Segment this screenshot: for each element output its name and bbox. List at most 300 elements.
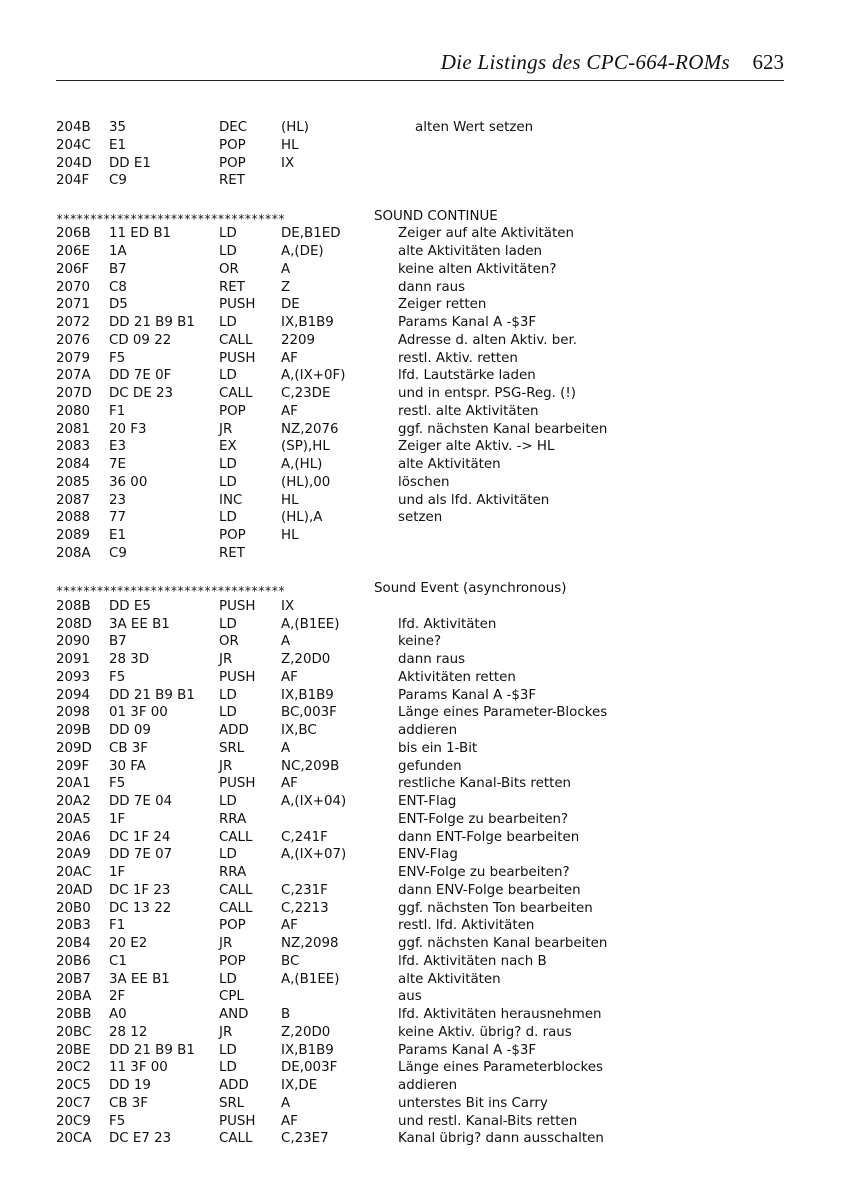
mnemonic-cell: SRL <box>219 1095 245 1111</box>
address-cell: 2084 <box>56 457 91 472</box>
listing-row <box>56 404 776 422</box>
listing-row <box>56 422 776 440</box>
comment-cell: ENT-Folge zu bearbeiten? <box>398 811 569 827</box>
comment-cell: gefunden <box>398 758 462 774</box>
mnemonic-cell: ADD <box>219 1078 249 1093</box>
address-cell: 2070 <box>56 279 91 295</box>
listing-row <box>56 670 776 688</box>
comment-cell: restliche Kanal-Bits retten <box>398 776 572 792</box>
hex-bytes-cell: DD 19 <box>109 1078 151 1093</box>
listing-row <box>56 475 776 493</box>
hex-bytes-cell: 28 12 <box>109 1024 148 1040</box>
comment-cell: dann raus <box>398 279 466 295</box>
operand-cell: IX,B1B9 <box>281 687 334 703</box>
address-cell: 20A5 <box>56 811 91 827</box>
mnemonic-cell: LD <box>219 244 237 259</box>
operand-cell: C,241F <box>281 829 328 845</box>
hex-bytes-cell: F1 <box>109 403 126 419</box>
comment-cell: dann ENT-Folge bearbeiten <box>398 829 580 845</box>
address-cell: 20BE <box>56 1042 91 1058</box>
comment-cell: addieren <box>398 723 458 738</box>
hex-bytes-cell: 77 <box>109 510 127 526</box>
operand-cell: NC,209B <box>281 758 340 774</box>
comment-cell: restl. alte Aktivitäten <box>398 403 539 419</box>
listing-row <box>56 262 776 280</box>
address-cell: 2079 <box>56 350 91 366</box>
mnemonic-cell: POP <box>219 137 246 153</box>
operand-cell: AF <box>281 1113 298 1129</box>
address-cell: 20A9 <box>56 847 91 863</box>
operand-cell: A,(DE) <box>281 244 324 259</box>
mnemonic-cell: POP <box>219 528 246 543</box>
address-cell: 2091 <box>56 652 91 667</box>
listing-row <box>56 1025 776 1043</box>
address-cell: 209D <box>56 740 92 756</box>
address-cell: 20C7 <box>56 1095 91 1111</box>
listing-row <box>56 865 776 883</box>
listing-row <box>56 1060 776 1078</box>
hex-bytes-cell: CB 3F <box>109 1095 149 1111</box>
hex-bytes-cell: D5 <box>109 297 128 313</box>
address-cell: 208A <box>56 545 91 561</box>
address-cell: 206E <box>56 244 91 259</box>
listing-row <box>56 546 776 564</box>
hex-bytes-cell: 3A EE B1 <box>109 616 170 632</box>
operand-cell: A,(B1EE) <box>281 616 340 632</box>
operand-cell: C,231F <box>281 882 328 898</box>
address-cell: 20CA <box>56 1131 92 1147</box>
listing-row <box>56 812 776 830</box>
hex-bytes-cell: 28 3D <box>109 652 150 667</box>
hex-bytes-cell: 1A <box>109 244 127 259</box>
mnemonic-cell: JR <box>219 421 233 437</box>
address-cell: 20B0 <box>56 900 91 916</box>
hex-bytes-cell: DD 7E 0F <box>109 368 172 384</box>
hex-bytes-cell: 2F <box>109 989 126 1005</box>
hex-bytes-cell: F5 <box>109 1113 126 1129</box>
section-title: Sound Event (asynchronous) <box>374 581 567 596</box>
mnemonic-cell: CALL <box>219 900 253 916</box>
comment-cell: setzen <box>398 510 443 526</box>
address-cell: 207D <box>56 386 92 401</box>
hex-bytes-cell: B7 <box>109 261 127 277</box>
hex-bytes-cell: DC 1F 23 <box>109 882 171 898</box>
section-title: SOUND CONTINUE <box>374 208 498 224</box>
address-cell: 2090 <box>56 634 91 650</box>
comment-cell: lfd. Aktivitäten herausnehmen <box>398 1007 602 1022</box>
section-header <box>56 581 776 599</box>
listing-row <box>56 156 776 174</box>
hex-bytes-cell: F1 <box>109 918 126 934</box>
operand-cell: A,(IX+0F) <box>281 368 346 384</box>
operand-cell: IX,B1B9 <box>281 315 334 330</box>
listing-row <box>56 528 776 546</box>
operand-cell: A,(HL) <box>281 457 323 472</box>
hex-bytes-cell: 35 <box>109 120 127 135</box>
address-cell: 206B <box>56 226 91 242</box>
comment-cell: aus <box>398 989 422 1005</box>
mnemonic-cell: LD <box>219 457 237 472</box>
comment-cell: lfd. Aktivitäten <box>398 616 497 632</box>
listing-row <box>56 1096 776 1114</box>
operand-cell: (SP),HL <box>281 439 330 455</box>
listing-row <box>56 936 776 954</box>
hex-bytes-cell: 30 FA <box>109 758 146 774</box>
hex-bytes-cell: 23 <box>109 492 127 508</box>
address-cell: 20A1 <box>56 776 91 792</box>
mnemonic-cell: JR <box>219 1024 233 1040</box>
listing-row <box>56 830 776 848</box>
address-cell: 2089 <box>56 528 91 543</box>
operand-cell: A,(IX+07) <box>281 847 347 863</box>
comment-cell: restl. Aktiv. retten <box>398 350 518 366</box>
operand-cell: (HL),00 <box>281 474 331 490</box>
address-cell: 2094 <box>56 687 91 703</box>
listing-row <box>56 297 776 315</box>
mnemonic-cell: EX <box>219 439 237 455</box>
operand-cell: A <box>281 261 291 277</box>
hex-bytes-cell: DC E7 23 <box>109 1131 172 1147</box>
listing-row <box>56 510 776 528</box>
mnemonic-cell: CALL <box>219 829 253 845</box>
mnemonic-cell: LD <box>219 971 237 987</box>
listing-row <box>56 954 776 972</box>
comment-cell: Zeiger alte Aktiv. -> HL <box>398 439 555 455</box>
hex-bytes-cell: DC DE 23 <box>109 386 173 401</box>
listing-row <box>56 1043 776 1061</box>
mnemonic-cell: DEC <box>219 120 248 135</box>
address-cell: 2071 <box>56 297 91 313</box>
listing-row <box>56 617 776 635</box>
operand-cell: AF <box>281 776 298 792</box>
mnemonic-cell: POP <box>219 953 246 969</box>
mnemonic-cell: LD <box>219 510 237 526</box>
operand-cell: DE,003F <box>281 1060 338 1076</box>
operand-cell: AF <box>281 669 298 685</box>
operand-cell: DE,B1ED <box>281 226 341 242</box>
comment-cell: Aktivitäten retten <box>398 669 516 685</box>
mnemonic-cell: RRA <box>219 811 247 827</box>
hex-bytes-cell: C9 <box>109 545 127 561</box>
comment-cell: Länge eines Parameterblockes <box>398 1060 603 1076</box>
hex-bytes-cell: F5 <box>109 350 126 366</box>
listing-row <box>56 883 776 901</box>
listing-row <box>56 652 776 670</box>
listing-row <box>56 599 776 617</box>
listing-row <box>56 457 776 475</box>
mnemonic-cell: OR <box>219 634 239 650</box>
hex-bytes-cell: DD 21 B9 B1 <box>109 1042 195 1058</box>
mnemonic-cell: POP <box>219 155 246 171</box>
address-cell: 208B <box>56 598 91 614</box>
operand-cell: AF <box>281 403 298 419</box>
listing-row <box>56 688 776 706</box>
operand-cell: 2209 <box>281 332 316 348</box>
operand-cell: A,(IX+04) <box>281 794 347 809</box>
hex-bytes-cell: 36 00 <box>109 474 148 490</box>
comment-cell: und als lfd. Aktivitäten <box>398 492 550 508</box>
hex-bytes-cell: 20 E2 <box>109 936 148 951</box>
mnemonic-cell: LD <box>219 1042 237 1058</box>
address-cell: 204F <box>56 173 90 189</box>
mnemonic-cell: PUSH <box>219 598 256 614</box>
comment-cell: ENT-Flag <box>398 794 457 809</box>
comment-cell: ggf. nächsten Ton bearbeiten <box>398 900 593 916</box>
operand-cell: A <box>281 740 291 756</box>
mnemonic-cell: RET <box>219 173 245 189</box>
address-cell: 20C5 <box>56 1078 91 1093</box>
listing-row <box>56 351 776 369</box>
hex-bytes-cell: E1 <box>109 528 126 543</box>
mnemonic-cell: LD <box>219 616 237 632</box>
listing-row <box>56 759 776 777</box>
address-cell: 2085 <box>56 474 91 490</box>
comment-cell: keine alten Aktivitäten? <box>398 261 557 277</box>
hex-bytes-cell: 1F <box>109 865 126 880</box>
operand-cell: AF <box>281 350 298 366</box>
operand-cell: Z,20D0 <box>281 652 331 667</box>
comment-cell: und restl. Kanal-Bits retten <box>398 1113 578 1129</box>
comment-cell: Params Kanal A -$3F <box>398 1042 537 1058</box>
comment-cell: lfd. Aktivitäten nach B <box>398 953 547 969</box>
listing-row <box>56 972 776 990</box>
address-cell: 20BB <box>56 1007 92 1022</box>
mnemonic-cell: LD <box>219 705 237 721</box>
comment-cell: restl. lfd. Aktivitäten <box>398 918 535 934</box>
comment-cell: Params Kanal A -$3F <box>398 315 537 330</box>
operand-cell: Z,20D0 <box>281 1024 331 1040</box>
hex-bytes-cell: DD E1 <box>109 155 151 171</box>
operand-cell: IX,BC <box>281 723 317 738</box>
mnemonic-cell: LD <box>219 226 237 242</box>
mnemonic-cell: PUSH <box>219 350 256 366</box>
operand-cell: HL <box>281 492 299 508</box>
operand-cell: A <box>281 634 291 650</box>
mnemonic-cell: CALL <box>219 386 253 401</box>
operand-cell: IX <box>281 155 295 171</box>
mnemonic-cell: JR <box>219 936 233 951</box>
running-title: Die Listings des CPC-664-ROMs <box>440 50 730 74</box>
listing-row <box>56 226 776 244</box>
operand-cell: A,(B1EE) <box>281 971 340 987</box>
mnemonic-cell: RET <box>219 545 245 561</box>
page-header <box>56 44 784 81</box>
operand-cell: BC,003F <box>281 705 337 721</box>
listing-row <box>56 368 776 386</box>
listing-row <box>56 1114 776 1132</box>
comment-cell: dann ENV-Folge bearbeiten <box>398 882 581 898</box>
address-cell: 20A2 <box>56 794 91 809</box>
address-cell: 2087 <box>56 492 91 508</box>
hex-bytes-cell: CB 3F <box>109 740 149 756</box>
hex-bytes-cell: F5 <box>109 669 126 685</box>
comment-cell: alten Wert setzen <box>398 120 534 135</box>
operand-cell: HL <box>281 528 299 543</box>
mnemonic-cell: LD <box>219 1060 237 1076</box>
operand-cell: NZ,2076 <box>281 421 339 437</box>
comment-cell: keine? <box>398 634 442 650</box>
operand-cell: HL <box>281 137 299 153</box>
mnemonic-cell: PUSH <box>219 1113 256 1129</box>
hex-bytes-cell: 3A EE B1 <box>109 971 170 987</box>
comment-cell: Params Kanal A -$3F <box>398 687 537 703</box>
hex-bytes-cell: DD 21 B9 B1 <box>109 687 195 703</box>
mnemonic-cell: PUSH <box>219 669 256 685</box>
comment-cell: alte Aktivitäten <box>398 457 501 472</box>
comment-cell: alte Aktivitäten laden <box>398 244 543 259</box>
section-separator-stars: ********************************** <box>56 584 285 598</box>
listing-row <box>56 989 776 1007</box>
hex-bytes-cell: DD 7E 07 <box>109 847 173 863</box>
mnemonic-cell: POP <box>219 918 246 934</box>
operand-cell: BC <box>281 953 300 969</box>
listing-row <box>56 173 776 191</box>
hex-bytes-cell: 11 ED B1 <box>109 226 172 242</box>
comment-cell: Zeiger auf alte Aktivitäten <box>398 226 574 242</box>
operand-cell: IX,DE <box>281 1078 318 1093</box>
section-header <box>56 209 776 227</box>
operand-cell: AF <box>281 918 298 934</box>
listing-row <box>56 1131 776 1149</box>
address-cell: 20B4 <box>56 936 91 951</box>
listing-block <box>56 209 776 564</box>
operand-cell: B <box>281 1007 291 1022</box>
listing-row <box>56 794 776 812</box>
listing-row <box>56 439 776 457</box>
listing-row <box>56 1007 776 1025</box>
mnemonic-cell: CALL <box>219 1131 253 1147</box>
address-cell: 20B6 <box>56 953 91 969</box>
comment-cell: ggf. nächsten Kanal bearbeiten <box>398 936 608 951</box>
mnemonic-cell: JR <box>219 652 233 667</box>
comment-cell: Zeiger retten <box>398 297 487 313</box>
listing-row <box>56 634 776 652</box>
listing-row <box>56 244 776 262</box>
listing-row <box>56 1078 776 1096</box>
listing-row <box>56 723 776 741</box>
address-cell: 2072 <box>56 315 91 330</box>
operand-cell: C,23DE <box>281 386 331 401</box>
operand-cell: NZ,2098 <box>281 936 339 951</box>
address-cell: 204C <box>56 137 91 153</box>
address-cell: 209B <box>56 723 91 738</box>
operand-cell: (HL) <box>281 120 309 135</box>
listing-row <box>56 280 776 298</box>
mnemonic-cell: PUSH <box>219 297 256 313</box>
operand-cell: C,2213 <box>281 900 329 916</box>
hex-bytes-cell: DD 7E 04 <box>109 794 173 809</box>
operand-cell: DE <box>281 297 300 313</box>
listing-row <box>56 315 776 333</box>
hex-bytes-cell: F5 <box>109 776 126 792</box>
comment-cell: und in entspr. PSG-Reg. (!) <box>398 386 576 401</box>
comment-cell: alte Aktivitäten <box>398 971 501 987</box>
address-cell: 20B7 <box>56 971 91 987</box>
address-cell: 208D <box>56 616 92 632</box>
address-cell: 206F <box>56 261 90 277</box>
mnemonic-cell: CALL <box>219 332 253 348</box>
address-cell: 20BC <box>56 1024 92 1040</box>
comment-cell: löschen <box>398 474 450 490</box>
comment-cell: unterstes Bit ins Carry <box>398 1095 548 1111</box>
comment-cell: Kanal übrig? dann ausschalten <box>398 1131 604 1147</box>
mnemonic-cell: INC <box>219 492 243 508</box>
address-cell: 20A6 <box>56 829 91 845</box>
address-cell: 2098 <box>56 705 91 721</box>
hex-bytes-cell: E1 <box>109 137 126 153</box>
mnemonic-cell: LD <box>219 847 237 863</box>
mnemonic-cell: RRA <box>219 865 247 880</box>
address-cell: 20BA <box>56 989 92 1005</box>
mnemonic-cell: LD <box>219 687 237 703</box>
hex-bytes-cell: DC 13 22 <box>109 900 172 916</box>
mnemonic-cell: SRL <box>219 740 245 756</box>
address-cell: 2076 <box>56 332 91 348</box>
mnemonic-cell: RET <box>219 279 245 295</box>
address-cell: 204B <box>56 120 91 135</box>
hex-bytes-cell: DD 09 <box>109 723 151 738</box>
address-cell: 20C2 <box>56 1060 91 1076</box>
hex-bytes-cell: DD E5 <box>109 598 151 614</box>
mnemonic-cell: JR <box>219 758 233 774</box>
section-separator-stars: ********************************** <box>56 211 285 226</box>
listing-row <box>56 776 776 794</box>
listing-block <box>56 120 776 191</box>
mnemonic-cell: PUSH <box>219 776 256 792</box>
operand-cell: Z <box>281 279 291 295</box>
listing-row <box>56 741 776 759</box>
address-cell: 2088 <box>56 510 91 526</box>
listing-row <box>56 847 776 865</box>
listing-row <box>56 333 776 351</box>
hex-bytes-cell: A0 <box>109 1007 127 1022</box>
comment-cell: ENV-Flag <box>398 847 458 863</box>
operand-cell: (HL),A <box>281 510 323 526</box>
address-cell: 2083 <box>56 439 91 455</box>
page-number: 623 <box>752 50 784 74</box>
address-cell: 207A <box>56 368 91 384</box>
mnemonic-cell: LD <box>219 474 237 490</box>
mnemonic-cell: ADD <box>219 723 249 738</box>
listing-row <box>56 120 776 138</box>
comment-cell: dann raus <box>398 652 466 667</box>
address-cell: 20AC <box>56 865 92 880</box>
address-cell: 20B3 <box>56 918 91 934</box>
mnemonic-cell: CALL <box>219 882 253 898</box>
listing-row <box>56 386 776 404</box>
hex-bytes-cell: C1 <box>109 953 127 969</box>
comment-cell: Länge eines Parameter-Blockes <box>398 705 608 721</box>
comment-cell: lfd. Lautstärke laden <box>398 368 536 384</box>
hex-bytes-cell: C9 <box>109 173 127 189</box>
comment-cell: ggf. nächsten Kanal bearbeiten <box>398 421 608 437</box>
address-cell: 2080 <box>56 403 91 419</box>
mnemonic-cell: CPL <box>219 989 244 1005</box>
address-cell: 2081 <box>56 421 91 437</box>
address-cell: 20C9 <box>56 1113 91 1129</box>
listing-row <box>56 138 776 156</box>
hex-bytes-cell: 1F <box>109 811 126 827</box>
listing-block <box>56 581 776 1149</box>
mnemonic-cell: POP <box>219 403 246 419</box>
mnemonic-cell: OR <box>219 261 239 277</box>
listing-row <box>56 901 776 919</box>
listing-row <box>56 493 776 511</box>
assembly-listing <box>56 120 776 1149</box>
address-cell: 204D <box>56 155 92 171</box>
operand-cell: IX,B1B9 <box>281 1042 334 1058</box>
listing-row <box>56 705 776 723</box>
